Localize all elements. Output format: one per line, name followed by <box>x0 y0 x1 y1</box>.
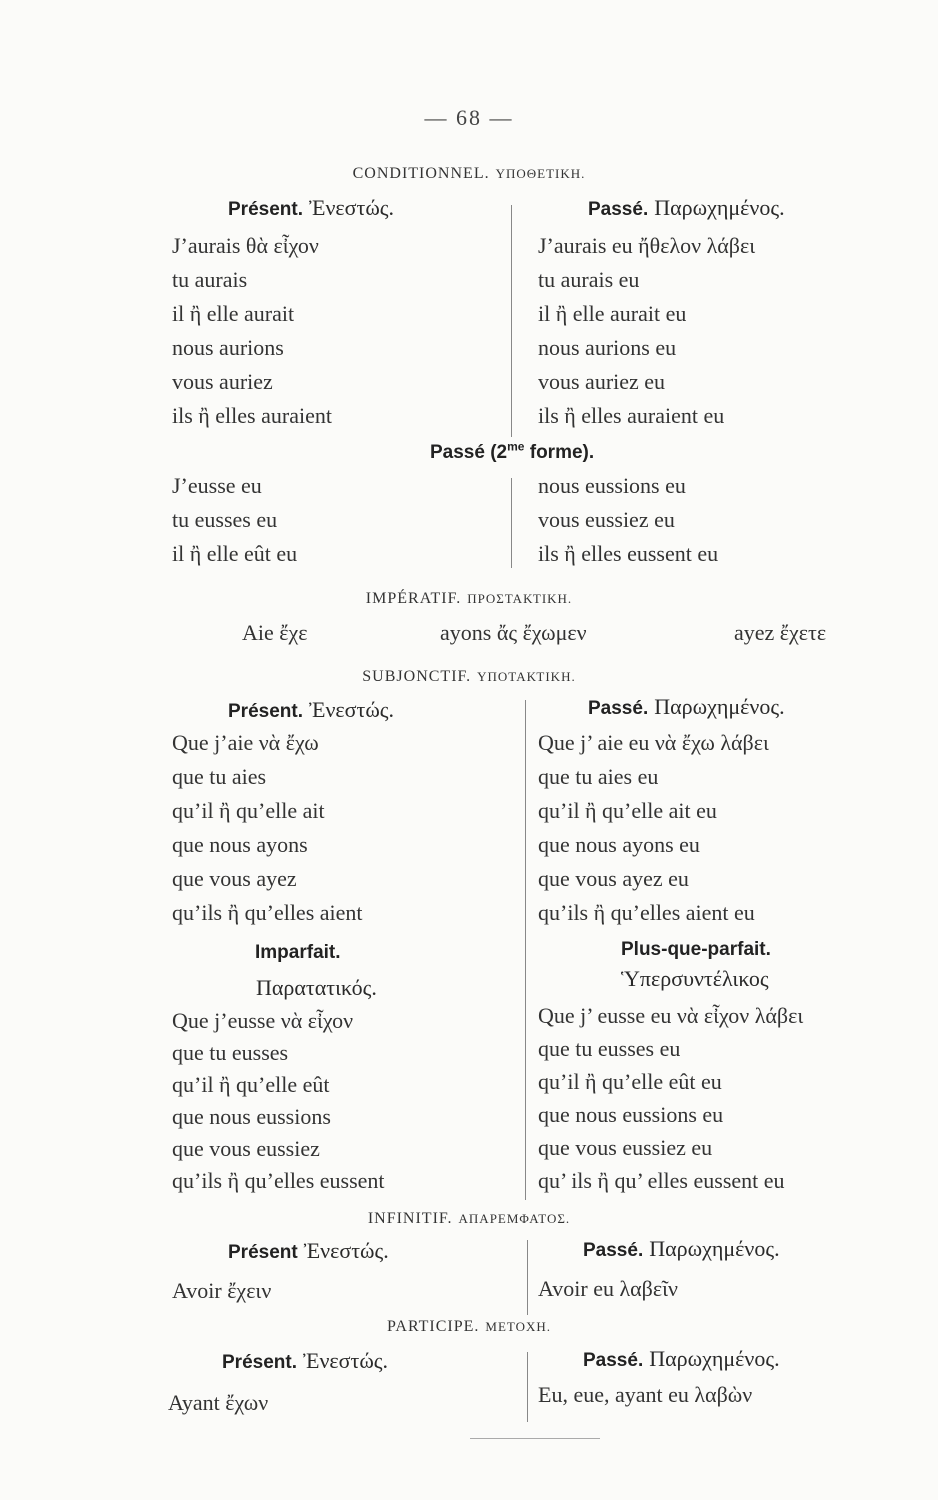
imperative-form: ayons ἄς ἔχωμεν <box>440 620 587 645</box>
conjugation-line: tu aurais eu <box>538 267 640 292</box>
subjonctif-present-heading <box>228 697 394 723</box>
subjonctif-plusqueparfait-heading-gr: Ὑπερσυντέλικος <box>621 966 769 991</box>
section-title-fr: INFINITIF. <box>367 1210 453 1227</box>
conjugation-line: nous eussions eu <box>538 473 686 498</box>
column-divider <box>511 205 512 437</box>
conjugation-line: il ἢ elle aurait eu <box>538 301 687 326</box>
subjonctif-imparfait-heading <box>255 938 341 964</box>
tense-label-end: forme). <box>524 442 595 463</box>
conjugation-line: vous auriez <box>172 369 273 394</box>
conjugation-line: que tu eusses eu <box>538 1036 681 1061</box>
conjugation-line: vous auriez eu <box>538 369 666 394</box>
subjonctif-passe-heading <box>588 694 785 720</box>
tense-label: Présent. <box>222 1352 297 1373</box>
end-rule <box>470 1438 600 1439</box>
tense-label-gr: Παρωχημένος. <box>654 694 785 719</box>
column-divider <box>511 478 512 568</box>
tense-label-gr: Ἐνεστώς. <box>303 1238 389 1263</box>
conjugation-line: que vous eussiez eu <box>538 1135 713 1160</box>
conjugation-line: qu’ils ἢ qu’elles aient eu <box>538 900 755 925</box>
section-title-subjonctif <box>0 668 938 686</box>
conditionnel-passe-heading <box>588 195 785 221</box>
section-title-gr: ΑΠΑΡΕΜΦΑΤΟΣ. <box>458 1211 571 1226</box>
conjugation-line: nous aurions <box>172 335 284 360</box>
section-title-fr: CONDITIONNEL. <box>352 165 490 182</box>
conjugation-line: il ἢ elle aurait <box>172 301 295 326</box>
conjugation-line: Que j’ aie eu νὰ ἔχω λάβει <box>538 730 769 755</box>
conjugation-line: vous eussiez eu <box>538 507 675 532</box>
conjugation-line: que nous ayons eu <box>538 832 700 857</box>
section-title-gr: ΜΕΤΟΧΗ. <box>485 1319 552 1334</box>
tense-label: Passé. <box>588 698 649 719</box>
tense-label: Présent <box>228 1242 298 1263</box>
conditionnel-present-heading <box>228 195 394 221</box>
conjugation-line: Avoir eu λαβεῖν <box>538 1276 678 1301</box>
section-title-gr: ΠΡΟΣΤΑΚΤΙΚΗ. <box>467 591 573 606</box>
tense-label-superscript: me <box>507 439 525 454</box>
conjugation-line: Que j’eusse νὰ εἶχον <box>172 1008 354 1033</box>
conjugation-line: Eu, eue, ayant eu λαβὼν <box>538 1382 753 1407</box>
tense-label-gr: Ἐνεστώς. <box>302 1348 389 1373</box>
conjugation-line: qu’ ils ἢ qu’ elles eussent eu <box>538 1168 785 1193</box>
tense-label-gr: Ἐνεστώς. <box>308 195 395 220</box>
column-divider <box>527 1352 528 1422</box>
conjugation-line: ils ἢ elles auraient <box>172 403 332 428</box>
conjugation-line: qu’il ἢ qu’elle eût eu <box>538 1069 722 1094</box>
conjugation-line: que tu eusses <box>172 1040 289 1065</box>
conjugation-line: Que j’ eusse eu νὰ εἶχον λάβει <box>538 1003 804 1028</box>
conjugation-line: nous aurions eu <box>538 335 677 360</box>
tense-label: Passé. <box>588 199 649 220</box>
tense-label: Passé. <box>583 1240 644 1261</box>
conjugation-line: qu’ils ἢ qu’elles eussent <box>172 1168 385 1193</box>
participe-passe-heading <box>583 1346 780 1372</box>
participe-present-heading <box>222 1348 388 1374</box>
section-title-participe <box>0 1318 938 1336</box>
conjugation-line: tu eusses eu <box>172 507 278 532</box>
conjugation-line: que nous ayons <box>172 832 308 857</box>
tense-label-gr: Παρωχημένος. <box>654 195 785 220</box>
column-divider <box>527 1240 528 1315</box>
infinitif-present-heading <box>228 1238 389 1264</box>
conjugation-line: que vous ayez eu <box>538 866 689 891</box>
conjugation-line: ils ἢ elles auraient eu <box>538 403 725 428</box>
conjugation-line: que nous eussions <box>172 1104 331 1129</box>
conjugation-line: J’aurais θὰ εἶχον <box>172 233 319 258</box>
section-title-infinitif <box>0 1210 938 1228</box>
section-title-fr: PARTICIPE. <box>386 1318 480 1335</box>
page-number: — 68 — <box>424 105 514 130</box>
section-title-gr: ΥΠΟΘΕΤΙΚΗ. <box>495 166 586 181</box>
conjugation-line: que nous eussions eu <box>538 1102 724 1127</box>
tense-label: Plus-que-parfait. <box>621 939 771 960</box>
infinitif-passe-heading <box>583 1236 780 1262</box>
imperative-form: ayez ἔχετε <box>734 620 827 645</box>
conjugation-line: Que j’aie νὰ ἔχω <box>172 730 319 755</box>
conjugation-line: que vous eussiez <box>172 1136 320 1161</box>
conjugation-line: qu’il ἢ qu’elle eût <box>172 1072 330 1097</box>
conjugation-line: Avoir ἔχειν <box>172 1278 272 1303</box>
subjonctif-imparfait-heading-gr: Παρατατικός. <box>256 975 377 1000</box>
section-title-imperatif <box>0 590 938 608</box>
conjugation-line: que tu aies <box>172 764 267 789</box>
conjugation-line: il ἢ elle eût eu <box>172 541 298 566</box>
conjugation-line: qu’il ἢ qu’elle ait eu <box>538 798 717 823</box>
tense-label-gr: Παρωχημένος. <box>649 1346 780 1371</box>
section-title-conditionnel <box>0 165 938 183</box>
conjugation-line: J’eusse eu <box>172 473 262 498</box>
tense-label: Passé. <box>583 1350 644 1371</box>
column-divider <box>525 700 526 1200</box>
section-title-fr: SUBJONCTIF. <box>362 668 472 685</box>
tense-label-gr: Ἐνεστώς. <box>308 697 395 722</box>
subjonctif-plusqueparfait-heading <box>621 935 771 961</box>
conjugation-line: qu’ils ἢ qu’elles aient <box>172 900 363 925</box>
conjugation-line: tu aurais <box>172 267 248 292</box>
tense-label: Présent. <box>228 701 303 722</box>
imperative-form: Aie ἔχε <box>242 620 308 645</box>
conjugation-line: Ayant ἔχων <box>168 1390 269 1415</box>
tense-label-gr: Παρωχημένος. <box>649 1236 780 1261</box>
conjugation-line: que tu aies eu <box>538 764 659 789</box>
conjugation-line: que vous ayez <box>172 866 297 891</box>
conditionnel-passe2-heading <box>430 438 594 464</box>
conjugation-line: qu’il ἢ qu’elle ait <box>172 798 325 823</box>
section-title-fr: IMPÉRATIF. <box>365 590 462 607</box>
tense-label: Présent. <box>228 199 303 220</box>
tense-label: Imparfait. <box>255 942 341 963</box>
section-title-gr: ΥΠΟΤΑΚΤΙΚΗ. <box>477 669 576 684</box>
conjugation-line: J’aurais eu ἤθελον λάβει <box>538 233 756 258</box>
tense-label: Passé (2 <box>430 442 508 463</box>
conjugation-line: ils ἢ elles eussent eu <box>538 541 719 566</box>
